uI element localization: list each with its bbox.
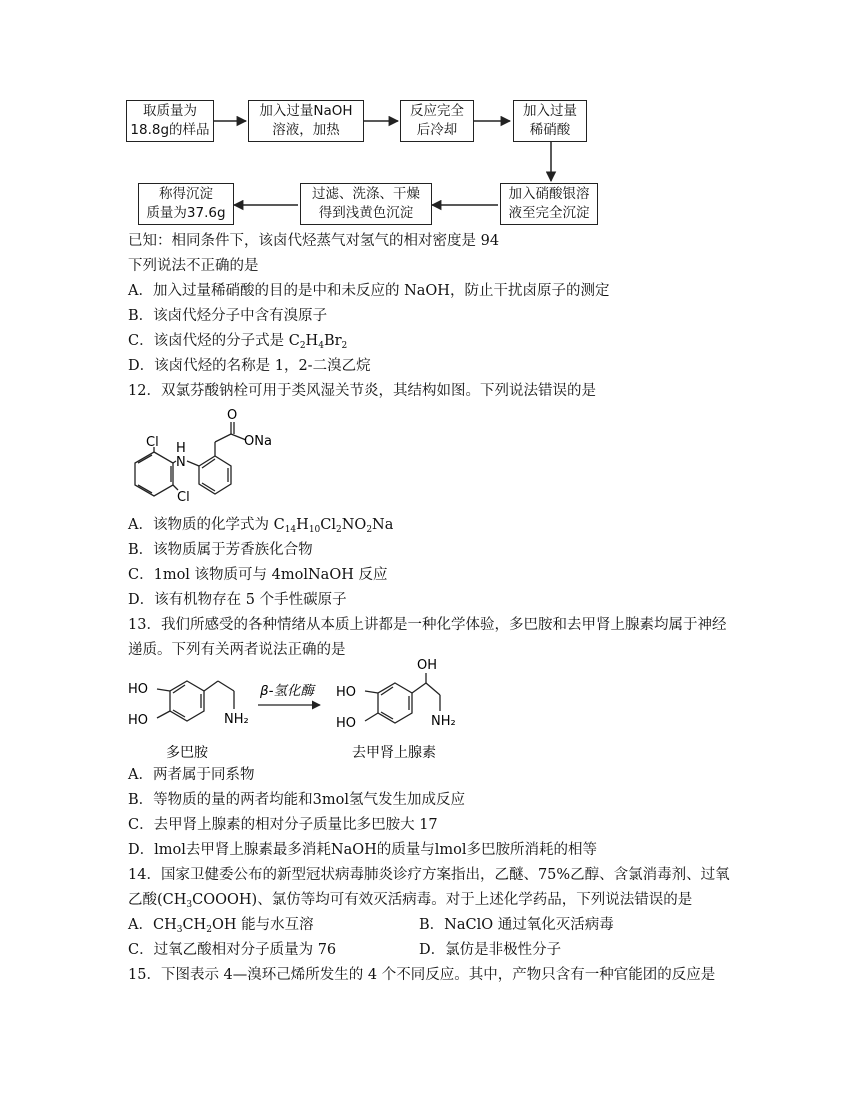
oh-label: OH [417, 658, 438, 673]
nh2-label: NH₂ [224, 712, 249, 727]
diclofenac-structure [120, 402, 290, 508]
q14-stem-line2: 乙酸$(CH_3COOOH)$、氯仿等均可有效灭活病毒。对于上述化学药品，下列说法错误的是 [128, 892, 693, 910]
q15-stem: 15．下图表示 4—溴环己烯所发生的 4 个不同反应。其中，产物只含有一种官能团的反应是 [128, 967, 716, 983]
q12-option-b: B．该物质属于芳香族化合物 [128, 542, 313, 558]
ho-label: HO [336, 716, 357, 731]
flow-box-sample [126, 100, 214, 142]
flow-text: 18.8g的样品 [130, 122, 210, 138]
q14-option-c: C．过氧乙酸相对分子质量为 76 [128, 942, 337, 958]
q13-stem-line1: 13．我们所感受的各种情绪从本质上讲都是一种化学体验，多巴胺和去甲肾上腺素均属于神经 [128, 617, 727, 633]
flow-text: 溶液，加热 [272, 122, 340, 138]
flow-text: 加入硝酸银溶 [508, 186, 590, 202]
nh2-label: NH₂ [431, 714, 456, 729]
flow-text: 反应完全 [410, 103, 464, 119]
flow-box-cool [400, 100, 474, 142]
q11-option-d: D．该卤代烃的名称是 1，2-二溴乙烷 [128, 358, 371, 374]
q12-option-a: A．该物质的化学式为 $C_{14}H_{10}Cl_2NO_2Na$ [128, 517, 394, 535]
ho-label: HO [128, 713, 149, 728]
q11-known: 已知：相同条件下，该卤代烃蒸气对氢气的相对密度是 94 [128, 233, 500, 249]
o-label: O [227, 408, 238, 423]
q14-stem-line1: 14．国家卫健委公布的新型冠状病毒肺炎诊疗方案指出，乙醚、75%乙醇、含氯消毒剂、过氧 [128, 867, 730, 883]
ho-label: HO [128, 682, 149, 697]
q14-option-b: B．NaClO 通过氧化灭活病毒 [419, 917, 614, 933]
enzyme-label: β-氢化酶 [260, 683, 314, 699]
q13-option-d: D．lmol去甲肾上腺素最多消耗NaOH的质量与lmol多巴胺所消耗的相等 [128, 842, 597, 858]
cl-bottom-label: Cl [177, 490, 190, 505]
flow-box-weigh [138, 183, 234, 225]
flow-box-hno3 [513, 100, 587, 142]
flow-box-agno3 [500, 183, 598, 225]
q12-option-d: D．该有机物存在 5 个手性碳原子 [128, 592, 347, 608]
q12-stem: 12．双氯芬酸钠栓可用于类风湿关节炎，其结构如图。下列说法错误的是 [128, 383, 596, 399]
n-label: N [176, 455, 186, 470]
q12-option-c: C．1mol 该物质可与 4molNaOH 反应 [128, 567, 388, 583]
ona-label: ONa [244, 434, 272, 449]
q14-option-d: D．氯仿是非极性分子 [419, 942, 562, 958]
flow-text: 取质量为 [143, 103, 197, 119]
flow-box-naoh [248, 100, 364, 142]
flow-text: 质量为37.6g [146, 205, 226, 221]
q11-option-c: C．该卤代烃的分子式是 $C_2H_4Br_2$ [128, 333, 348, 351]
q13-option-a: A．两者属于同系物 [128, 767, 255, 783]
ho-label: HO [336, 685, 357, 700]
h-label: H [176, 441, 186, 456]
q14-option-a: A．$CH_3CH_2OH$ 能与水互溶 [128, 917, 314, 935]
q13-stem-line2: 递质。下列有关两者说法正确的是 [128, 642, 346, 658]
flow-text: 液至完全沉淀 [508, 205, 590, 221]
norepinephrine-name: 去甲肾上腺素 [352, 745, 436, 761]
q11-option-b: B．该卤代烃分子中含有溴原子 [128, 308, 328, 324]
dopamine-name: 多巴胺 [166, 745, 208, 761]
q11-option-a: A．加入过量稀硝酸的目的是中和未反应的 NaOH，防止干扰卤原子的测定 [128, 283, 610, 299]
flow-text: 稀硝酸 [529, 122, 571, 138]
flow-text: 称得沉淀 [159, 186, 213, 202]
flow-text: 得到浅黄色沉淀 [318, 205, 414, 221]
q13-option-b: B．等物质的量的两者均能和3mol氢气发生加成反应 [128, 792, 465, 808]
flow-text: 过滤、洗涤、干燥 [312, 186, 420, 202]
flow-text: 加入过量 [523, 103, 577, 119]
dopamine-scheme [120, 655, 460, 767]
q11-stem: 下列说法不正确的是 [128, 258, 259, 274]
flow-text: 后冷却 [416, 122, 458, 138]
flow-box-filter [300, 183, 432, 225]
cl-top-label: Cl [146, 435, 159, 450]
flow-text: 加入过量NaOH [259, 103, 353, 119]
q13-option-c: C．去甲肾上腺素的相对分子质量比多巴胺大 17 [128, 817, 438, 833]
